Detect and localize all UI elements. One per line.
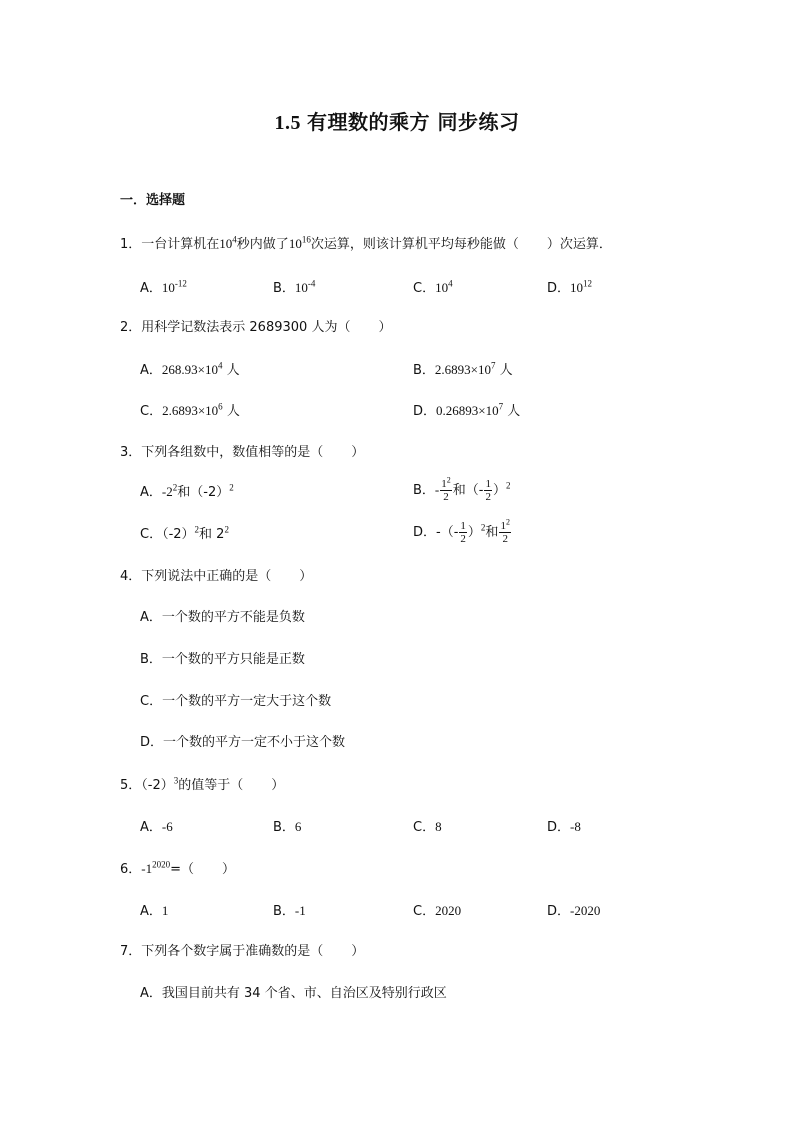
q4-option-a: A．一个数的平方不能是负数 bbox=[140, 610, 305, 625]
q2-option-a: A．$268.93\times 10^4$ 人 bbox=[140, 360, 240, 378]
q5-option-c: C．8 bbox=[413, 819, 442, 835]
q1-option-b: B．$10^{-4}$ bbox=[273, 278, 316, 296]
q4-option-c: C．一个数的平方一定大于这个数 bbox=[140, 694, 332, 709]
q5-option-a: A．-6 bbox=[140, 819, 173, 835]
q2-option-d: D．$0.26893\times 10^7$ 人 bbox=[413, 401, 521, 419]
q4-option-b: B．一个数的平方只能是正数 bbox=[140, 652, 305, 667]
fraction: $\frac{1}{2}$ bbox=[485, 478, 491, 503]
q1-option-c: C．$10^4$ bbox=[413, 278, 453, 296]
q3-option-d: D．-（- $\frac{1}{2}$ ）$^2$和 $\frac{1^2}{2}$ bbox=[413, 517, 510, 545]
fraction: $\frac{1^2}{2}$ bbox=[500, 517, 510, 545]
q5-option-b: B．6 bbox=[273, 819, 302, 835]
question-7: 7．下列各个数字属于准确数的是（ ） bbox=[120, 944, 365, 959]
page-title bbox=[0, 106, 794, 135]
question-6: 6．$-1^{2020}=$（ ） bbox=[120, 859, 236, 877]
q1-option-a: A．$10^{-12}$ bbox=[140, 278, 187, 296]
q6-option-a: A．1 bbox=[140, 903, 169, 919]
q2-option-b: B．$2.6893\times 10^7$ 人 bbox=[413, 360, 513, 378]
q7-option-a: A．我国目前共有 34 个省、市、自治区及特别行政区 bbox=[140, 986, 447, 1001]
title-number: 1.5 bbox=[274, 112, 302, 134]
q1-option-d: D．$10^{12}$ bbox=[547, 278, 593, 296]
question-2: 2．用科学记数法表示 2689300 人为（ ） bbox=[120, 320, 392, 335]
q6-option-c: C．2020 bbox=[413, 903, 462, 919]
q6-option-b: B．-1 bbox=[273, 903, 306, 919]
fraction: $\frac{1}{2}$ bbox=[460, 520, 466, 545]
question-4: 4．下列说法中正确的是（ ） bbox=[120, 569, 313, 584]
section-heading: 一．选择题 bbox=[120, 193, 186, 208]
question-5: 5．$(-2)^3$的值等于（ ） bbox=[120, 775, 285, 793]
q3-option-b: B．- $\frac{1^2}{2}$ 和（- $\frac{1}{2}$ ）$^2$ bbox=[413, 475, 511, 503]
question-1: 1．一台计算机在$10^4$秒内做了$10^{16}$次运算，则该计算机平均每秒能做（ ）次运算． bbox=[120, 234, 612, 252]
fraction: $\frac{1^2}{2}$ bbox=[441, 475, 451, 503]
title-text: 有理数的乘方 同步练习 bbox=[307, 110, 520, 134]
q6-option-d: D．-2020 bbox=[547, 903, 601, 919]
q3-option-c: C．$(-2)^2$和 $2^2$ bbox=[140, 524, 229, 542]
q3-option-a: A．$-2^2$和$(-2)^2$ bbox=[140, 482, 234, 500]
q2-option-c: C．$2.6893\times 10^6$ 人 bbox=[140, 401, 240, 419]
question-3: 3．下列各组数中，数值相等的是（ ） bbox=[120, 445, 365, 460]
q4-option-d: D．一个数的平方一定不小于这个数 bbox=[140, 735, 346, 750]
q5-option-d: D．-8 bbox=[547, 819, 581, 835]
